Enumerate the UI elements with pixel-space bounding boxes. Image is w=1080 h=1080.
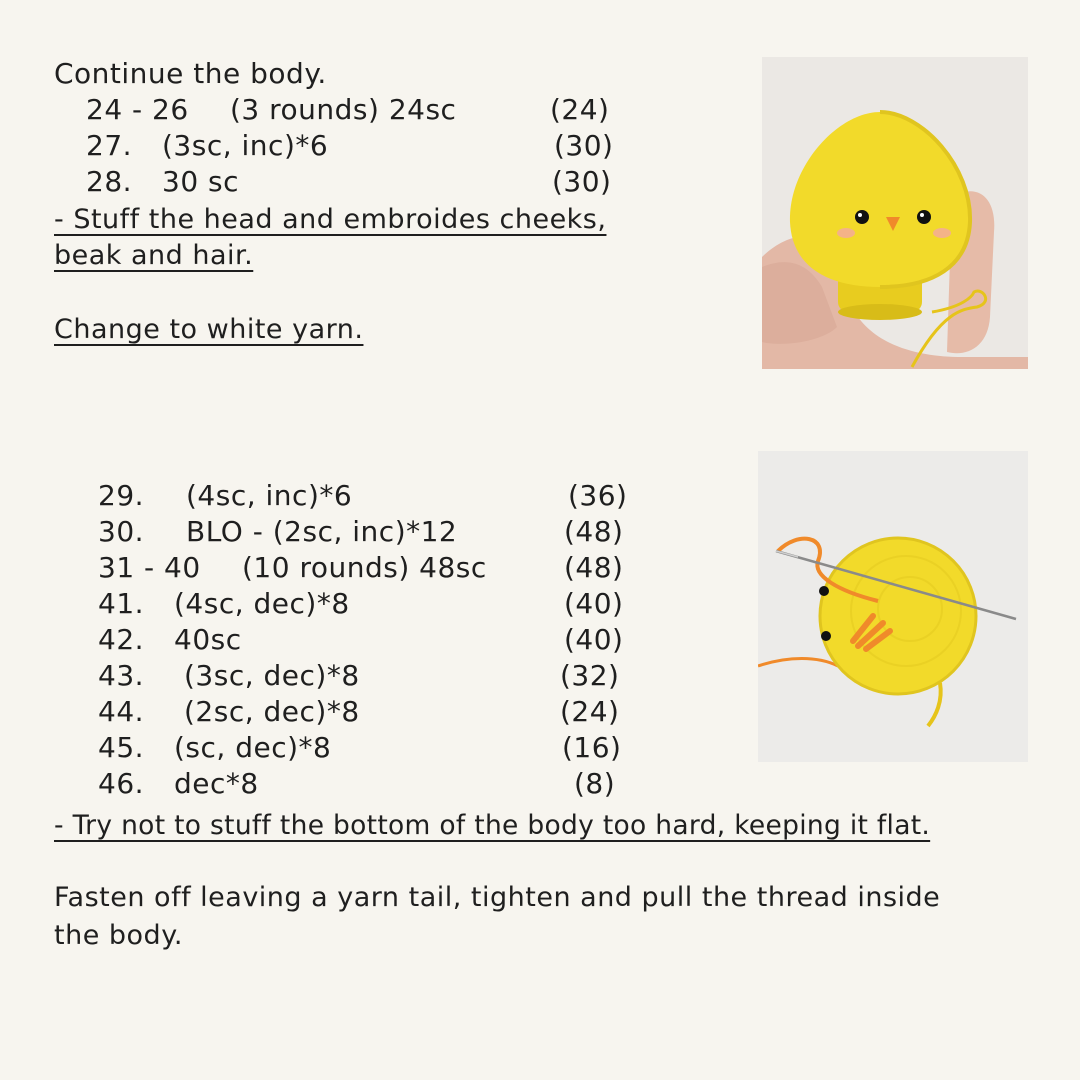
round-number: 46. bbox=[98, 767, 145, 800]
round-number: 45. bbox=[98, 731, 145, 764]
round-instruction: dec*8 bbox=[174, 767, 259, 800]
round-instruction: (2sc, dec)*8 bbox=[184, 695, 360, 728]
stitch-count: (16) bbox=[562, 731, 622, 764]
pattern-row bbox=[86, 164, 646, 200]
stitch-count: (24) bbox=[550, 93, 610, 126]
pattern-row bbox=[86, 128, 646, 164]
pattern-row bbox=[98, 622, 658, 658]
round-number: 28. bbox=[86, 165, 133, 198]
round-instruction: BLO - (2sc, inc)*12 bbox=[186, 515, 458, 548]
round-number: 27. bbox=[86, 129, 133, 162]
section1-heading: Continue the body. bbox=[54, 57, 327, 90]
round-instruction: (3 rounds) 24sc bbox=[230, 93, 457, 126]
fasten-off-line2: the body. bbox=[54, 920, 183, 951]
stitch-count: (8) bbox=[574, 767, 616, 800]
pattern-row bbox=[98, 730, 658, 766]
round-number: 24 - 26 bbox=[86, 93, 189, 126]
round-instruction: (10 rounds) 48sc bbox=[242, 551, 487, 584]
pattern-row bbox=[98, 550, 658, 586]
round-number: 31 - 40 bbox=[98, 551, 201, 584]
chick-head-photo bbox=[762, 57, 1028, 369]
pattern-row bbox=[98, 658, 658, 694]
round-number: 43. bbox=[98, 659, 145, 692]
stitch-count: (32) bbox=[560, 659, 620, 692]
pattern-row bbox=[98, 514, 658, 550]
round-instruction: (3sc, dec)*8 bbox=[184, 659, 360, 692]
pattern-row bbox=[86, 92, 646, 128]
pattern-row bbox=[98, 478, 658, 514]
pattern-row bbox=[98, 694, 658, 730]
round-instruction: (3sc, inc)*6 bbox=[162, 129, 329, 162]
stitch-count: (48) bbox=[564, 515, 624, 548]
round-number: 30. bbox=[98, 515, 145, 548]
flat-bottom-note: - Try not to stuff the bottom of the body too hard, keeping it flat. bbox=[54, 810, 931, 841]
round-number: 29. bbox=[98, 479, 145, 512]
stitch-count: (40) bbox=[564, 623, 624, 656]
stitch-count: (24) bbox=[560, 695, 620, 728]
round-instruction: (4sc, inc)*6 bbox=[186, 479, 353, 512]
round-number: 41. bbox=[98, 587, 145, 620]
fasten-off-line1: Fasten off leaving a yarn tail, tighten and pull the thread inside bbox=[54, 882, 941, 913]
round-number: 42. bbox=[98, 623, 145, 656]
change-yarn-note: Change to white yarn. bbox=[54, 314, 364, 345]
pattern-row bbox=[98, 766, 658, 802]
round-instruction: 30 sc bbox=[162, 165, 240, 198]
round-instruction: 40sc bbox=[174, 623, 242, 656]
stitch-count: (36) bbox=[568, 479, 628, 512]
round-number: 44. bbox=[98, 695, 145, 728]
stitch-count: (40) bbox=[564, 587, 624, 620]
stuff-note-line2: beak and hair. bbox=[54, 240, 254, 271]
stitch-count: (48) bbox=[564, 551, 624, 584]
round-instruction: (sc, dec)*8 bbox=[174, 731, 332, 764]
chick-embroidery-photo bbox=[758, 451, 1028, 762]
stuff-note-line1: - Stuff the head and embroides cheeks, bbox=[54, 204, 607, 235]
pattern-row bbox=[98, 586, 658, 622]
stitch-count: (30) bbox=[554, 129, 614, 162]
round-instruction: (4sc, dec)*8 bbox=[174, 587, 350, 620]
stitch-count: (30) bbox=[552, 165, 612, 198]
